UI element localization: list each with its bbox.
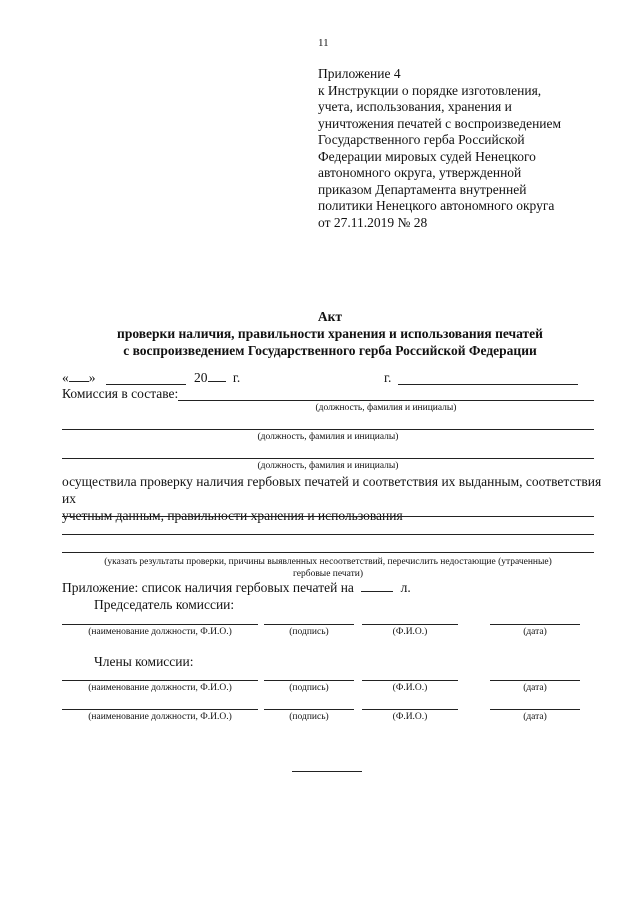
member1-signature-line xyxy=(264,680,354,681)
hint-signature: (подпись) xyxy=(289,683,329,693)
hint-position: (наименование должности, Ф.И.О.) xyxy=(88,627,232,637)
members-label: Члены комиссии: xyxy=(94,654,194,669)
year-suffix: г. xyxy=(232,370,241,385)
results-line-3 xyxy=(62,552,594,553)
check-text-line: осуществила проверку наличия гербовых печатей и соответствия их выданным, соответствия их xyxy=(62,474,602,506)
appendix-line: учета, использования, хранения и xyxy=(318,99,512,114)
title-line: проверки наличия, правильности хранения и использования печатей xyxy=(117,326,543,341)
check-text-line: учетным данным, правильности хранения и использования xyxy=(62,508,403,523)
member1-position-line xyxy=(62,680,258,681)
attachment-suffix: л. xyxy=(400,580,411,595)
month-line xyxy=(106,384,186,385)
appendix-line: уничтожения печатей с воспроизведением xyxy=(318,115,562,131)
hint-position-name: (должность, фамилия и инициалы) xyxy=(315,403,457,413)
appendix-line: Федерации мировых судей Ненецкого xyxy=(318,148,536,164)
chairman-fio-line xyxy=(362,624,458,625)
year-prefix: 20 xyxy=(194,370,208,385)
city-line xyxy=(398,384,578,385)
member2-fio-line xyxy=(362,709,458,710)
appendix-line: автономного округа, утвержденной xyxy=(318,165,522,180)
member2-signature-line xyxy=(264,709,354,710)
appendix-block xyxy=(318,66,618,231)
quote-open: « xyxy=(62,370,69,385)
member2-position-line xyxy=(62,709,258,710)
city-prefix: г. xyxy=(384,370,392,385)
chairman-signature-line xyxy=(264,624,354,625)
hint-signature: (подпись) xyxy=(289,712,329,722)
commission-line-2 xyxy=(62,429,594,430)
commission-label: Комиссия в составе: xyxy=(62,386,179,401)
hint-date: (дата) xyxy=(523,712,547,722)
hint-position: (наименование должности, Ф.И.О.) xyxy=(88,683,232,693)
results-line-1 xyxy=(62,516,594,517)
closing-rule xyxy=(292,771,362,772)
commission-line-3 xyxy=(62,458,594,459)
attachment-row xyxy=(62,580,411,596)
hint-date: (дата) xyxy=(523,683,547,693)
appendix-line: от 27.11.2019 № 28 xyxy=(318,214,428,230)
hint-signature: (подпись) xyxy=(289,627,329,637)
date-year xyxy=(194,370,240,386)
member1-fio-line xyxy=(362,680,458,681)
results-hint xyxy=(62,556,594,580)
results-hint-line: гербовые печати) xyxy=(293,569,363,579)
chairman-label: Председатель комиссии: xyxy=(94,597,235,612)
chairman-position-line xyxy=(62,624,258,625)
hint-fio: (Ф.И.О.) xyxy=(392,627,428,637)
commission-line-1 xyxy=(178,400,594,401)
page-number: 11 xyxy=(318,37,329,49)
member1-date-line xyxy=(490,680,580,681)
appendix-line: приказом Департамента внутренней xyxy=(318,181,527,197)
quote-close: » xyxy=(88,370,96,385)
appendix-line: Приложение 4 xyxy=(318,66,401,81)
appendix-line: Государственного герба Российской xyxy=(318,132,525,147)
attachment-prefix: Приложение: список наличия гербовых печатей на xyxy=(62,580,354,595)
hint-position-name: (должность, фамилия и инициалы) xyxy=(257,461,399,471)
title-line: Акт xyxy=(317,309,343,324)
member2-date-line xyxy=(490,709,580,710)
date-day xyxy=(62,370,96,386)
title-line: с воспроизведением Государственного герба Российской Федерации xyxy=(123,343,537,358)
document-title xyxy=(0,308,640,359)
hint-date: (дата) xyxy=(523,627,547,637)
hint-fio: (Ф.И.О.) xyxy=(392,712,428,722)
appendix-line: к Инструкции о порядке изготовления, xyxy=(318,82,542,98)
results-hint-line: (указать результаты проверки, причины выявленных несоответствий, перечислить недостающие (утраченные) xyxy=(104,557,552,567)
hint-fio: (Ф.И.О.) xyxy=(392,683,428,693)
hint-position: (наименование должности, Ф.И.О.) xyxy=(88,712,232,722)
appendix-line: политики Ненецкого автономного округа xyxy=(318,198,555,213)
hint-position-name: (должность, фамилия и инициалы) xyxy=(257,432,399,442)
chairman-date-line xyxy=(490,624,580,625)
results-line-2 xyxy=(62,534,594,535)
